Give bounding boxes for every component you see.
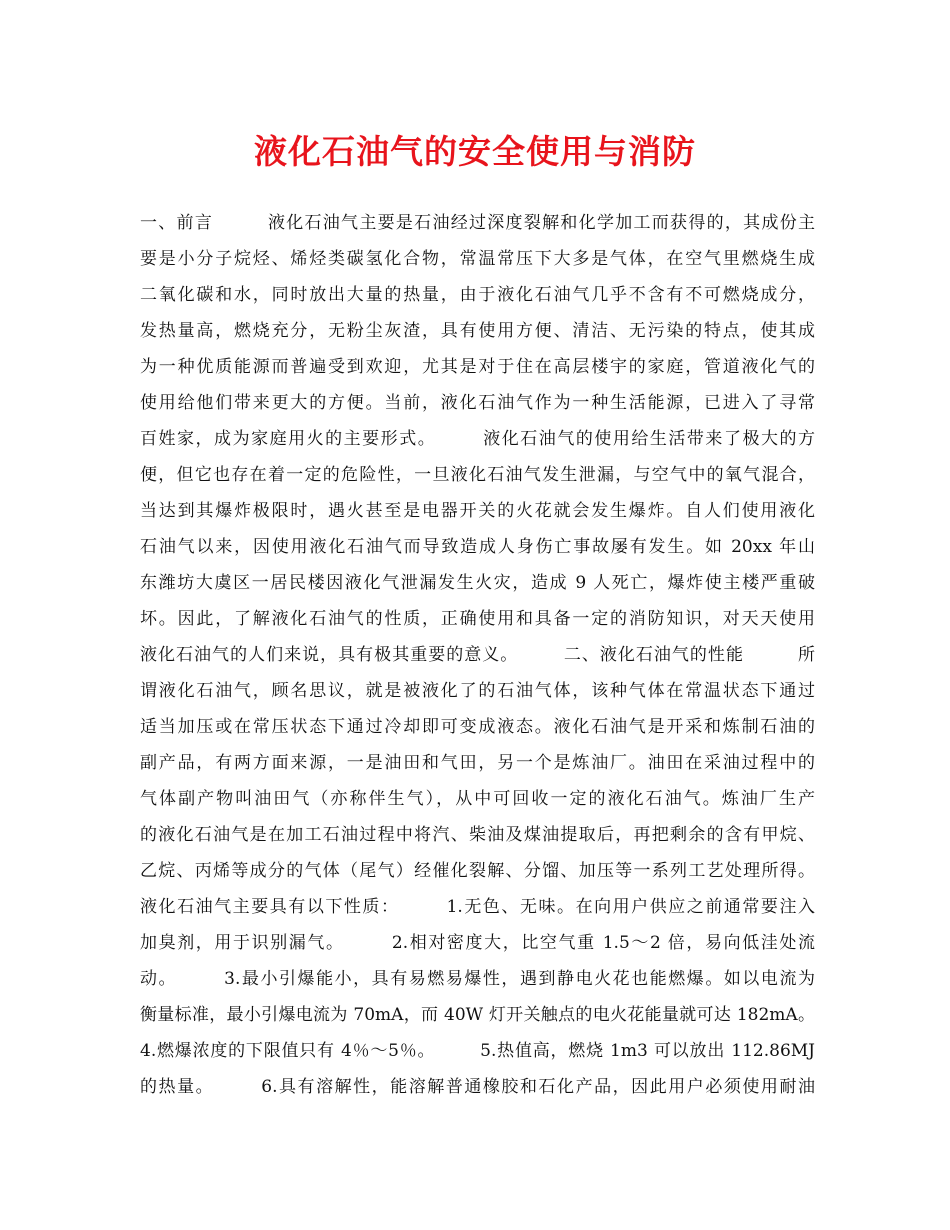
- body-line: 一、前言 液化石油气主要是石油经过深度裂解和化学加工而获得的，其成份主: [140, 213, 815, 233]
- body-line: 发热量高，燃烧充分，无粉尘灰渣，具有使用方便、清洁、无污染的特点，使其成: [140, 321, 815, 341]
- body-line: 谓液化石油气，顾名思议，就是被液化了的石油气体，该种气体在常温状态下通过: [140, 681, 815, 701]
- body-line: 石油气以来，因使用液化石油气而导致造成人身伤亡事故屡有发生。如 20xx 年山: [140, 537, 815, 557]
- document-body: [140, 205, 815, 1105]
- body-line: 衡量标准，最小引爆电流为 70mA，而 40W 灯开关触点的电火花能量就可达 182mA。: [140, 1005, 815, 1025]
- body-line: 二氧化碳和水，同时放出大量的热量，由于液化石油气几乎不含有不可燃烧成分，: [140, 285, 815, 305]
- body-line: 使用给他们带来更大的方便。当前，液化石油气作为一种生活能源，已进入了寻常: [140, 393, 815, 413]
- body-line: 东潍坊大虞区一居民楼因液化气泄漏发生火灾，造成 9 人死亡，爆炸使主楼严重破: [140, 573, 815, 593]
- body-line: 液化石油气的人们来说，具有极其重要的意义。 二、液化石油气的性能 所: [140, 645, 815, 665]
- document-title: 液化石油气的安全使用与消防: [254, 132, 696, 171]
- body-line: 4.燃爆浓度的下限值只有 4％～5％。 5.热值高，燃烧 1m3 可以放出 112.86MJ: [140, 1041, 815, 1061]
- body-line: 液化石油气主要具有以下性质： 1.无色、无味。在向用户供应之前通常要注入: [140, 897, 815, 917]
- body-line: 副产品，有两方面来源，一是油田和气田，另一个是炼油厂。油田在采油过程中的: [140, 753, 815, 773]
- body-line: 的液化石油气是在加工石油过程中将汽、柴油及煤油提取后，再把剩余的含有甲烷、: [140, 825, 815, 845]
- body-line: 当达到其爆炸极限时，遇火甚至是电器开关的火花就会发生爆炸。自人们使用液化: [140, 501, 815, 521]
- body-line: 要是小分子烷烃、烯烃类碳氢化合物，常温常压下大多是气体，在空气里燃烧生成: [140, 249, 815, 269]
- body-line: 便，但它也存在着一定的危险性，一旦液化石油气发生泄漏，与空气中的氧气混合，: [140, 465, 815, 485]
- body-line: 动。 3.最小引爆能小，具有易燃易爆性，遇到静电火花也能燃爆。如以电流为: [140, 969, 815, 989]
- body-line: 乙烷、丙烯等成分的气体（尾气）经催化裂解、分馏、加压等一系列工艺处理所得。: [140, 861, 815, 881]
- body-line: 的热量。 6.具有溶解性，能溶解普通橡胶和石化产品，因此用户必须使用耐油: [140, 1077, 815, 1097]
- body-line: 百姓家，成为家庭用火的主要形式。 液化石油气的使用给生活带来了极大的方: [140, 429, 815, 449]
- body-line: 加臭剂，用于识别漏气。 2.相对密度大，比空气重 1.5～2 倍，易向低洼处流: [140, 933, 815, 953]
- body-line: 气体副产物叫油田气（亦称伴生气），从中可回收一定的液化石油气。炼油厂生产: [140, 789, 815, 809]
- body-line: 坏。因此，了解液化石油气的性质，正确使用和具备一定的消防知识，对天天使用: [140, 609, 815, 629]
- body-line: 适当加压或在常压状态下通过冷却即可变成液态。液化石油气是开采和炼制石油的: [140, 717, 815, 737]
- body-line: 为一种优质能源而普遍受到欢迎，尤其是对于住在高层楼宇的家庭，管道液化气的: [140, 357, 815, 377]
